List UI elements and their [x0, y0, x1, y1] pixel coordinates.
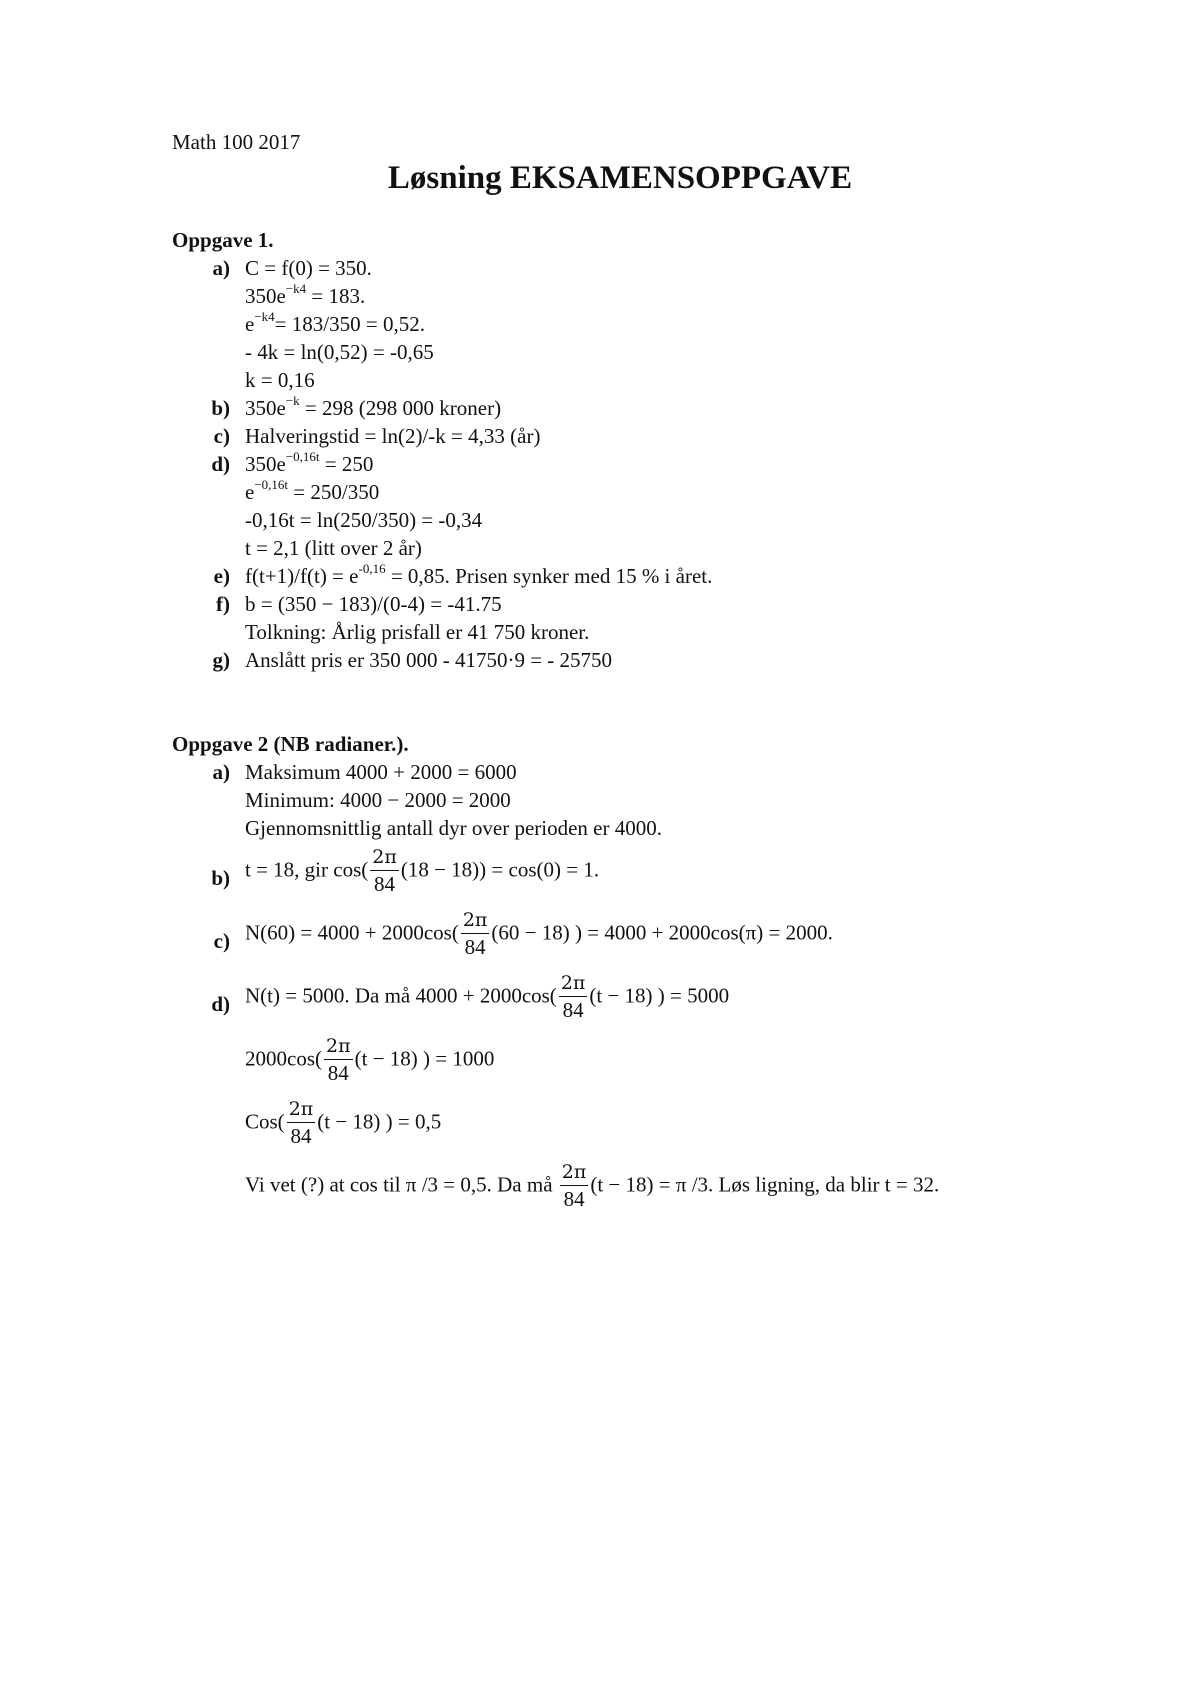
task-1d-line-1: $350e^{-0,16t} = 250$	[245, 449, 374, 476]
page-title: Løsning EKSAMENSOPPGAVE	[387, 160, 853, 196]
task-2a-line-2: Minimum: 4000 − 2000 = 2000	[245, 788, 511, 812]
task-2a-label: a)	[212, 760, 230, 784]
task-2b-label: b)	[211, 866, 230, 890]
task-1c-label: c)	[213, 424, 230, 448]
oppgave-1-heading: Oppgave 1.	[172, 228, 274, 252]
task-1d-label: d)	[211, 452, 230, 476]
task-1a-line-4: - 4k = ln(0,52) = -0,65	[245, 340, 434, 364]
task-2d-line-3: Cos( $\frac{2\pi}{84}$ (t − 18) ) = 0,5	[245, 1098, 442, 1148]
task-1f-line-2: Tolkning: Årlig prisfall er 41 750 kroner.	[245, 620, 590, 644]
task-1e-label: e)	[213, 564, 230, 588]
fraction-2pi-over-84: $\frac{2\pi}{84}$	[462, 909, 488, 959]
task-1a-line-2: $350e^{-k4} = 183$.	[245, 281, 366, 308]
task-2a-line-1: Maksimum 4000 + 2000 = 6000	[245, 760, 517, 784]
task-2a-line-3: Gjennomsnittlig antall dyr over perioden er 4000.	[245, 816, 662, 840]
task-1d-line-3: -0,16t = ln(250/350) = -0,34	[245, 508, 483, 532]
task-1e-line: $f(t+1)/f(t) = e^{-0,16} = 0,85$. Prisen synker med 15 % i året.	[245, 561, 713, 588]
task-2d-line-1: N(t) = 5000. Da må 4000 + 2000cos( $\frac{2\pi}{84}$ (t − 18) ) = 5000	[245, 972, 730, 1022]
task-1b-line: $350e^{-k} = 298$ (298 000 kroner)	[245, 393, 502, 420]
task-2c-line: N(60) = 4000 + 2000cos( $\frac{2\pi}{84}$ (60 − 18) ) = 4000 + 2000cos(π) = 2000.	[245, 909, 833, 959]
fraction-2pi-over-84: $\frac{2\pi}{84}$	[372, 846, 397, 896]
oppgave-2-heading: Oppgave 2 (NB radianer.).	[172, 732, 409, 756]
task-1f-label: f)	[216, 592, 230, 616]
task-1g-label: g)	[212, 648, 230, 672]
task-2c-label: c)	[213, 929, 230, 953]
fraction-2pi-over-84: $\frac{2\pi}{84}$	[288, 1098, 314, 1148]
task-1a-line-3: $e^{-k4}= 183/350 = 0,52$.	[245, 309, 425, 336]
task-1f-line-1: b = (350 − 183)/(0-4) = -41.75	[245, 592, 502, 616]
task-1b-label: b)	[211, 396, 230, 420]
task-1a-label: a)	[212, 256, 230, 280]
task-2d-line-4: Vi vet (?) at cos til π /3 = 0,5. Da må $\frac{2\pi}{84}$ (t − 18) = π /3. Løs ligning, da blir t = 32.	[245, 1161, 940, 1211]
task-1g-line: Anslått pris er 350 000 - 41750·9 = - 25750	[245, 648, 613, 672]
task-1d-line-4: t = 2,1 (litt over 2 år)	[245, 536, 422, 560]
task-1a-line-1: C = f(0) = 350.	[245, 256, 372, 280]
fraction-2pi-over-84: $\frac{2\pi}{84}$	[326, 1035, 351, 1085]
task-2d-line-2: 2000cos( $\frac{2\pi}{84}$ (t − 18) ) = 1000	[245, 1035, 495, 1085]
task-2b-line: t = 18, gir cos( $\frac{2\pi}{84}$ (18 − 18)) = cos(0) = 1.	[245, 846, 600, 896]
task-1a-line-5: k = 0,16	[245, 368, 315, 392]
fraction-2pi-over-84: $\frac{2\pi}{84}$	[561, 1161, 587, 1211]
task-1d-line-2: $e^{-0,16t} = 250/350$	[245, 477, 380, 504]
fraction-2pi-over-84: $\frac{2\pi}{84}$	[560, 972, 586, 1022]
task-2d-label: d)	[211, 992, 230, 1016]
task-1c-line: Halveringstid = ln(2)/-k = 4,33 (år)	[245, 424, 541, 448]
course-header: Math 100 2017	[172, 130, 301, 154]
